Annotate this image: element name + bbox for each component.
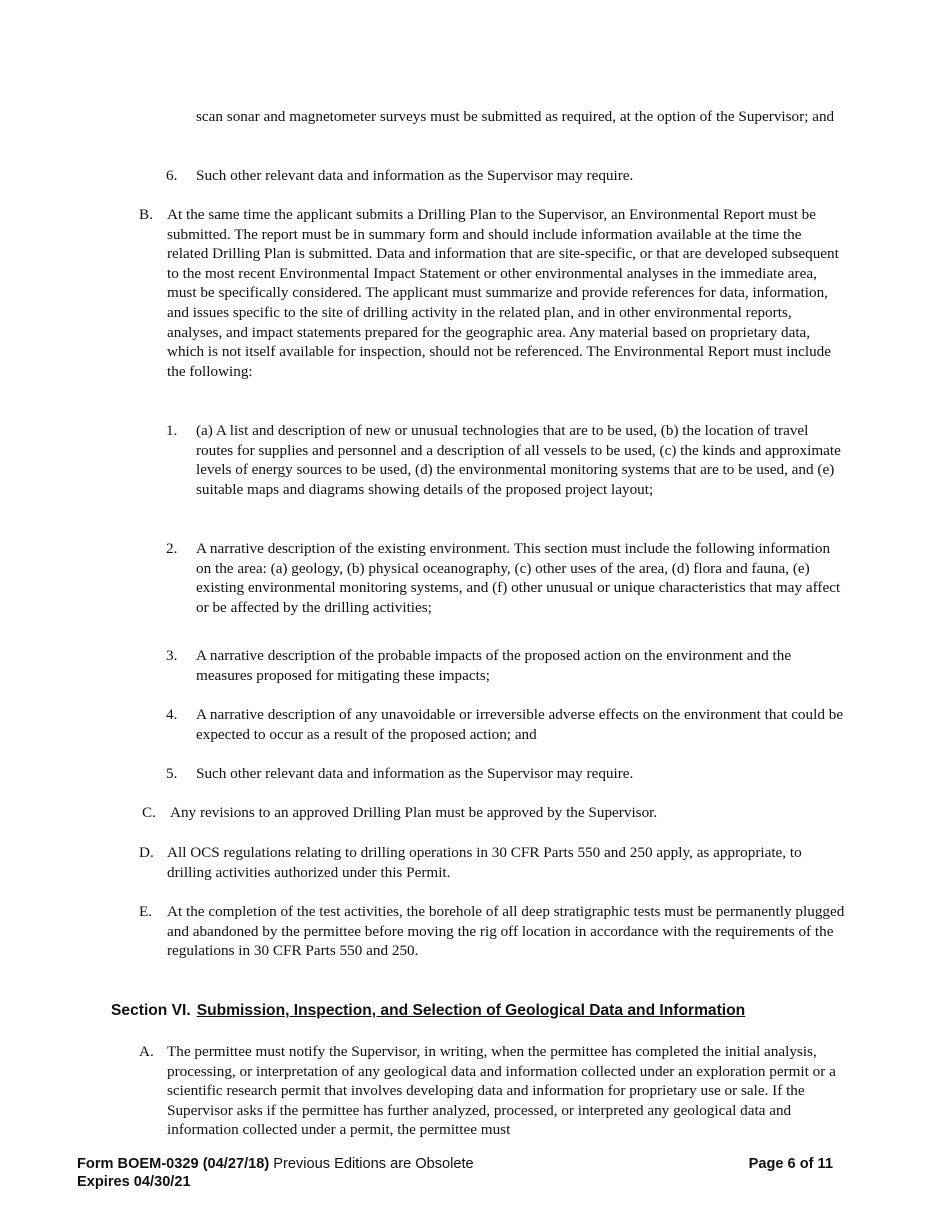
list-item-d [139,843,846,882]
item-text: Any revisions to an approved Drilling Plan must be approved by the Supervisor. [170,804,658,821]
item-marker: 2. [166,540,178,557]
item-text: The permittee must notify the Supervisor, in writing, when the permittee has completed the initial analysis, processing, or interpretation of any geological data and information collected under an exploration permit or a scientific research permit that involves developing data and information for proprietary use or sale. If the Supervisor asks if the permittee has further analyzed, processed, or interpreted any geological data and information collected under a permit, the permittee must [167,1043,836,1139]
item-marker: 6. [166,167,178,184]
section-title: Submission, Inspection, and Selection of Geological Data and Information [196,1002,746,1019]
item-text: (a) A list and description of new or unusual technologies that are to be used, (b) the location of travel routes for supplies and personnel and a description of all vessels to be used, (c) the kinds and approximate levels of energy sources to be used, (d) the environmental monitoring systems that are to be used, and (e) suitable maps and diagrams showing details of the proposed project layout; [196,422,841,498]
item-marker: D. [139,844,154,861]
item-text: All OCS regulations relating to drilling operations in 30 CFR Parts 550 and 250 apply, as appropriate, to drilling activities authorized under this Permit. [167,844,802,881]
list-item-b3 [166,646,846,685]
list-item-b1 [166,421,846,499]
list-item-e [139,902,846,961]
item-text: At the completion of the test activities, the borehole of all deep stratigraphic tests must be permanently plugged and abandoned by the permittee before moving the rig off location in accordance with the requirements of the regulations in 30 CFR Parts 550 and 250. [167,903,845,960]
item-text: A narrative description of the existing environment. This section must include the following information on the area: (a) geology, (b) physical oceanography, (c) other uses of the area, (d) flora and fauna, (e) existing environmental monitoring systems, and (f) other unusual or unique characteristics that may affect or be affected by the drilling activities; [196,540,841,616]
section-heading [111,1001,871,1021]
list-item-b [139,205,846,381]
item-text: Such other relevant data and information as the Supervisor may require. [196,167,634,184]
footer-form-info [77,1155,474,1191]
item-marker: 4. [166,706,178,723]
list-item-b4 [166,705,846,744]
expiration-date: Expires 04/30/21 [77,1174,191,1190]
obsolete-note: Previous Editions are Obsolete [269,1156,474,1172]
item-marker: 1. [166,422,178,439]
section-label: Section VI. [111,1002,191,1019]
page-number: Page 6 of 11 [748,1156,833,1172]
form-id: Form BOEM-0329 (04/27/18) [77,1156,270,1172]
item-text: Such other relevant data and information as the Supervisor may require. [196,765,634,782]
item-marker: 3. [166,647,178,664]
item-text: At the same time the applicant submits a Drilling Plan to the Supervisor, an Environmental Report must be submitted. The report must be in summary form and should include information available at the time the related Drilling Plan is submitted. Data and information that are site-specific, or that are developed subsequent to the most recent Environmental Impact Statement or other environmental analyses in the immediate area, must be specifically considered. The applicant must summarize and provide references for data, information, and issues specific to the site of drilling activity in the related plan, and in other environmental reports, analyses, and impact statements prepared for the geographic area. Any material based on proprietary data, which is not itself available for inspection, should not be referenced. The Environmental Report must include the following: [167,206,839,380]
list-item-a6 [166,166,846,186]
list-item-b2 [166,539,846,617]
item-marker: E. [139,903,153,920]
list-item-section-vi-a [139,1042,846,1140]
list-item-c [142,803,849,823]
item-marker: C. [142,804,156,821]
item-text: A narrative description of any unavoidable or irreversible adverse effects on the environment that could be expected to occur as a result of the proposed action; and [196,706,844,743]
item-marker: A. [139,1043,154,1060]
list-item-b5 [166,764,846,784]
item-text: A narrative description of the probable impacts of the proposed action on the environment and the measures proposed for mitigating these impacts; [196,647,792,684]
continuation-paragraph: scan sonar and magnetometer surveys must be submitted as required, at the option of the Supervisor; and [196,108,835,125]
item-marker: 5. [166,765,178,782]
item-marker: B. [139,206,153,223]
